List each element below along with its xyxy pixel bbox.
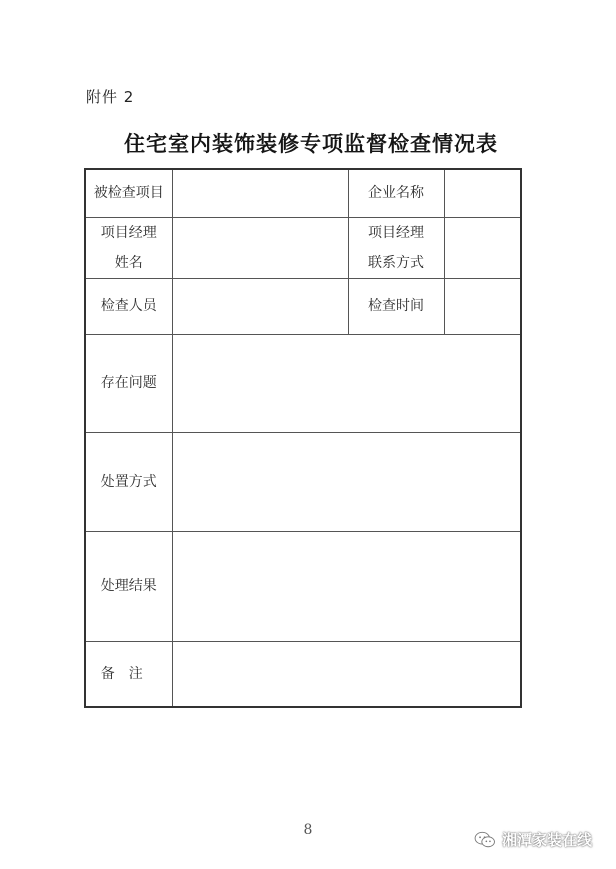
form-row-problems xyxy=(85,334,521,432)
form-row-inspection xyxy=(85,278,521,334)
inspection-time-field[interactable] xyxy=(444,278,521,334)
form-row-project xyxy=(85,169,521,217)
inspection-time-label: 检查时间 xyxy=(348,278,444,334)
project-manager-contact-label xyxy=(348,217,444,278)
project-manager-name-label xyxy=(85,217,172,278)
handling-method-label: 处置方式 xyxy=(85,432,172,531)
form-row-handling-method xyxy=(85,432,521,531)
inspected-project-field[interactable] xyxy=(172,169,348,217)
form-row-remarks xyxy=(85,641,521,707)
project-manager-contact-label-line2: 联系方式 xyxy=(368,254,424,271)
wechat-icon xyxy=(474,831,496,849)
existing-problems-field[interactable] xyxy=(172,334,521,432)
company-name-field[interactable] xyxy=(444,169,521,217)
inspection-form-table xyxy=(84,168,522,708)
handling-method-field[interactable] xyxy=(172,432,521,531)
inspectors-field[interactable] xyxy=(172,278,348,334)
handling-result-label: 处理结果 xyxy=(85,531,172,641)
form-row-manager xyxy=(85,217,521,278)
form-row-handling-result xyxy=(85,531,521,641)
project-manager-contact-field[interactable] xyxy=(444,217,521,278)
attachment-label: 附件 2 xyxy=(86,88,135,106)
project-manager-name-label-line1: 项目经理 xyxy=(100,224,157,241)
handling-result-field[interactable] xyxy=(172,531,521,641)
watermark-text: 湘潭家装在线 xyxy=(501,831,592,849)
inspected-project-label: 被检查项目 xyxy=(85,169,172,217)
project-manager-name-label-line2: 姓名 xyxy=(114,254,143,271)
project-manager-contact-label-line1: 项目经理 xyxy=(368,224,424,241)
remarks-field[interactable] xyxy=(172,641,521,707)
existing-problems-label: 存在问题 xyxy=(85,334,172,432)
inspectors-label: 检查人员 xyxy=(85,278,172,334)
page-number: 8 xyxy=(303,822,313,838)
company-name-label: 企业名称 xyxy=(348,169,444,217)
page-title: 住宅室内装饰装修专项监督检查情况表 xyxy=(124,131,498,156)
project-manager-name-field[interactable] xyxy=(172,217,348,278)
remarks-label: 备注 xyxy=(85,641,172,707)
watermark xyxy=(474,829,592,850)
